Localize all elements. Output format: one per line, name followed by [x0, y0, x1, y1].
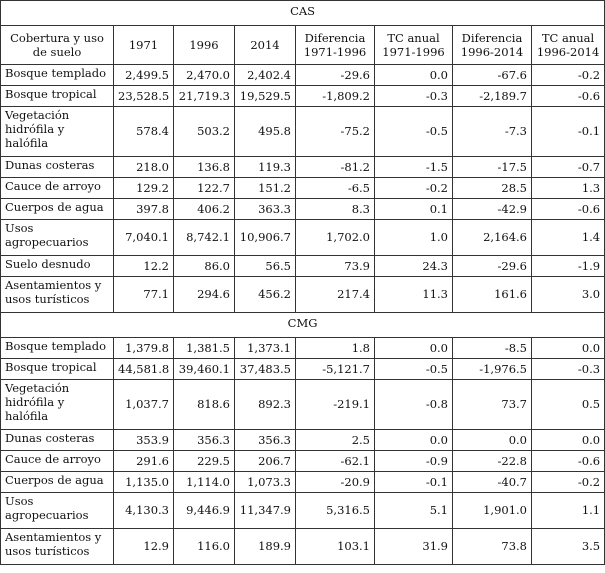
row-label: Suelo desnudo	[1, 256, 114, 277]
cell-diferencia-1996-2014: 28.5	[453, 178, 532, 199]
cell-2014: 1,073.3	[235, 472, 296, 493]
cell-2014: 2,402.4	[235, 65, 296, 86]
cell-diferencia-1971-1996: 1,702.0	[296, 220, 375, 256]
cell-2014: 356.3	[235, 430, 296, 451]
cell-2014: 19,529.5	[235, 86, 296, 107]
cell-1971: 44,581.8	[114, 359, 174, 380]
cell-1971: 23,528.5	[114, 86, 174, 107]
column-header-1971: 1971	[114, 26, 174, 65]
cell-1996: 406.2	[174, 199, 235, 220]
cell-tc-anual-1971-1996: -0.1	[375, 472, 453, 493]
cell-diferencia-1971-1996: 103.1	[296, 529, 375, 565]
cell-1971: 1,379.8	[114, 338, 174, 359]
cell-1971: 4,130.3	[114, 493, 174, 529]
cell-2014: 206.7	[235, 451, 296, 472]
cell-tc-anual-1971-1996: 0.0	[375, 65, 453, 86]
cell-tc-anual-1996-2014: 3.5	[532, 529, 605, 565]
cell-1996: 294.6	[174, 277, 235, 313]
cell-diferencia-1996-2014: -67.6	[453, 65, 532, 86]
column-header-2014: 2014	[235, 26, 296, 65]
cell-tc-anual-1996-2014: 1.4	[532, 220, 605, 256]
cell-1996: 356.3	[174, 430, 235, 451]
row-label: Dunas costeras	[1, 157, 114, 178]
column-header-tc-anual-1971-1996: TC anual 1971-1996	[375, 26, 453, 65]
table-row	[1, 529, 605, 565]
cell-diferencia-1996-2014: -7.3	[453, 107, 532, 157]
cell-1996: 2,470.0	[174, 65, 235, 86]
cell-1971: 1,037.7	[114, 380, 174, 430]
cell-2014: 10,906.7	[235, 220, 296, 256]
table-row	[1, 157, 605, 178]
cell-tc-anual-1996-2014: -0.2	[532, 472, 605, 493]
row-label: Bosque templado	[1, 338, 114, 359]
cell-diferencia-1971-1996: -81.2	[296, 157, 375, 178]
cell-diferencia-1996-2014: -2,189.7	[453, 86, 532, 107]
cell-1996: 503.2	[174, 107, 235, 157]
cell-diferencia-1996-2014: 2,164.6	[453, 220, 532, 256]
cell-tc-anual-1971-1996: 0.1	[375, 199, 453, 220]
column-header-tc-anual-1996-2014: TC anual 1996-2014	[532, 26, 605, 65]
cell-tc-anual-1971-1996: -0.3	[375, 86, 453, 107]
table-row	[1, 256, 605, 277]
cell-tc-anual-1971-1996: 24.3	[375, 256, 453, 277]
cell-tc-anual-1971-1996: 11.3	[375, 277, 453, 313]
table-row	[1, 472, 605, 493]
cell-1996: 39,460.1	[174, 359, 235, 380]
cell-2014: 151.2	[235, 178, 296, 199]
cell-1996: 818.6	[174, 380, 235, 430]
cell-2014: 892.3	[235, 380, 296, 430]
cell-tc-anual-1971-1996: -0.9	[375, 451, 453, 472]
cell-1971: 291.6	[114, 451, 174, 472]
row-label: Dunas costeras	[1, 430, 114, 451]
cell-1971: 12.9	[114, 529, 174, 565]
cell-2014: 456.2	[235, 277, 296, 313]
cell-tc-anual-1971-1996: 0.0	[375, 430, 453, 451]
cell-tc-anual-1996-2014: 1.3	[532, 178, 605, 199]
cell-diferencia-1971-1996: -75.2	[296, 107, 375, 157]
cell-2014: 56.5	[235, 256, 296, 277]
cell-tc-anual-1996-2014: -0.6	[532, 451, 605, 472]
cell-tc-anual-1996-2014: -1.9	[532, 256, 605, 277]
cell-1971: 7,040.1	[114, 220, 174, 256]
cell-tc-anual-1996-2014: 0.0	[532, 430, 605, 451]
cell-2014: 363.3	[235, 199, 296, 220]
cell-tc-anual-1971-1996: 1.0	[375, 220, 453, 256]
row-label: Vegetación hidrófila y halófila	[1, 380, 114, 430]
row-label: Usos agropecuarios	[1, 220, 114, 256]
header-row	[1, 26, 605, 65]
row-label: Cuerpos de agua	[1, 199, 114, 220]
row-label: Asentamientos y usos turísticos	[1, 277, 114, 313]
table-row	[1, 277, 605, 313]
cell-1996: 9,446.9	[174, 493, 235, 529]
table-row	[1, 220, 605, 256]
cell-1996: 116.0	[174, 529, 235, 565]
table-row	[1, 107, 605, 157]
cell-diferencia-1971-1996: 73.9	[296, 256, 375, 277]
cell-tc-anual-1996-2014: 1.1	[532, 493, 605, 529]
row-label: Cauce de arroyo	[1, 451, 114, 472]
cell-diferencia-1996-2014: -1,976.5	[453, 359, 532, 380]
row-label: Cuerpos de agua	[1, 472, 114, 493]
table-row	[1, 65, 605, 86]
cell-1996: 8,742.1	[174, 220, 235, 256]
cell-1971: 218.0	[114, 157, 174, 178]
cell-diferencia-1996-2014: 73.7	[453, 380, 532, 430]
cell-diferencia-1996-2014: -29.6	[453, 256, 532, 277]
cell-1996: 122.7	[174, 178, 235, 199]
cell-tc-anual-1996-2014: -0.1	[532, 107, 605, 157]
cell-diferencia-1971-1996: 1.8	[296, 338, 375, 359]
table-row	[1, 493, 605, 529]
cell-diferencia-1971-1996: -62.1	[296, 451, 375, 472]
row-label: Bosque templado	[1, 65, 114, 86]
cell-tc-anual-1971-1996: -0.2	[375, 178, 453, 199]
row-label: Asentamientos y usos turísticos	[1, 529, 114, 565]
cell-1996: 229.5	[174, 451, 235, 472]
cell-1971: 578.4	[114, 107, 174, 157]
cell-1971: 12.2	[114, 256, 174, 277]
cell-1971: 2,499.5	[114, 65, 174, 86]
cell-diferencia-1971-1996: -20.9	[296, 472, 375, 493]
row-label: Bosque tropical	[1, 359, 114, 380]
cell-2014: 119.3	[235, 157, 296, 178]
cell-2014: 495.8	[235, 107, 296, 157]
cell-diferencia-1996-2014: -22.8	[453, 451, 532, 472]
cell-tc-anual-1996-2014: 0.0	[532, 338, 605, 359]
table-row	[1, 199, 605, 220]
cell-tc-anual-1971-1996: -0.8	[375, 380, 453, 430]
cell-diferencia-1971-1996: -29.6	[296, 65, 375, 86]
cell-diferencia-1996-2014: 0.0	[453, 430, 532, 451]
cell-1996: 136.8	[174, 157, 235, 178]
cell-diferencia-1971-1996: -5,121.7	[296, 359, 375, 380]
column-header-diferencia-1996-2014: Diferencia 1996-2014	[453, 26, 532, 65]
section-title-cas: CAS	[1, 1, 605, 26]
cell-tc-anual-1971-1996: -1.5	[375, 157, 453, 178]
column-header-cobertura-y-uso-de-suelo: Cobertura y uso de suelo	[1, 26, 114, 65]
cell-diferencia-1996-2014: -17.5	[453, 157, 532, 178]
cell-1971: 397.8	[114, 199, 174, 220]
cell-tc-anual-1996-2014: -0.6	[532, 199, 605, 220]
cell-tc-anual-1996-2014: 3.0	[532, 277, 605, 313]
cell-1971: 353.9	[114, 430, 174, 451]
row-label: Bosque tropical	[1, 86, 114, 107]
cell-diferencia-1971-1996: -1,809.2	[296, 86, 375, 107]
table-row	[1, 430, 605, 451]
row-label: Usos agropecuarios	[1, 493, 114, 529]
cell-1996: 86.0	[174, 256, 235, 277]
section-title-row	[1, 1, 605, 26]
cell-2014: 1,373.1	[235, 338, 296, 359]
cell-diferencia-1996-2014: 1,901.0	[453, 493, 532, 529]
row-label: Cauce de arroyo	[1, 178, 114, 199]
cell-diferencia-1996-2014: -8.5	[453, 338, 532, 359]
cell-tc-anual-1971-1996: -0.5	[375, 359, 453, 380]
cell-tc-anual-1996-2014: -0.3	[532, 359, 605, 380]
cell-diferencia-1971-1996: 217.4	[296, 277, 375, 313]
cell-diferencia-1996-2014: -40.7	[453, 472, 532, 493]
cell-tc-anual-1971-1996: 5.1	[375, 493, 453, 529]
section-title-cmg: CMG	[1, 313, 605, 338]
cell-2014: 37,483.5	[235, 359, 296, 380]
cell-tc-anual-1996-2014: 0.5	[532, 380, 605, 430]
cell-diferencia-1996-2014: 73.8	[453, 529, 532, 565]
cell-tc-anual-1971-1996: -0.5	[375, 107, 453, 157]
cell-diferencia-1971-1996: 2.5	[296, 430, 375, 451]
cell-diferencia-1971-1996: -6.5	[296, 178, 375, 199]
cell-tc-anual-1971-1996: 31.9	[375, 529, 453, 565]
table-row	[1, 338, 605, 359]
cell-diferencia-1971-1996: -219.1	[296, 380, 375, 430]
row-label: Vegetación hidrófila y halófila	[1, 107, 114, 157]
column-header-diferencia-1971-1996: Diferencia 1971-1996	[296, 26, 375, 65]
cell-diferencia-1996-2014: -42.9	[453, 199, 532, 220]
cell-1996: 1,381.5	[174, 338, 235, 359]
cell-tc-anual-1996-2014: -0.7	[532, 157, 605, 178]
cell-diferencia-1996-2014: 161.6	[453, 277, 532, 313]
cell-1971: 129.2	[114, 178, 174, 199]
cell-1996: 21,719.3	[174, 86, 235, 107]
cell-2014: 11,347.9	[235, 493, 296, 529]
table-row	[1, 451, 605, 472]
cell-tc-anual-1971-1996: 0.0	[375, 338, 453, 359]
table-row	[1, 178, 605, 199]
table-row	[1, 86, 605, 107]
cell-diferencia-1971-1996: 5,316.5	[296, 493, 375, 529]
table-row	[1, 380, 605, 430]
cell-1996: 1,114.0	[174, 472, 235, 493]
cell-tc-anual-1996-2014: -0.6	[532, 86, 605, 107]
cell-tc-anual-1996-2014: -0.2	[532, 65, 605, 86]
table-row	[1, 359, 605, 380]
cell-1971: 77.1	[114, 277, 174, 313]
section-title-row	[1, 313, 605, 338]
cell-2014: 189.9	[235, 529, 296, 565]
cell-1971: 1,135.0	[114, 472, 174, 493]
cell-diferencia-1971-1996: 8.3	[296, 199, 375, 220]
column-header-1996: 1996	[174, 26, 235, 65]
